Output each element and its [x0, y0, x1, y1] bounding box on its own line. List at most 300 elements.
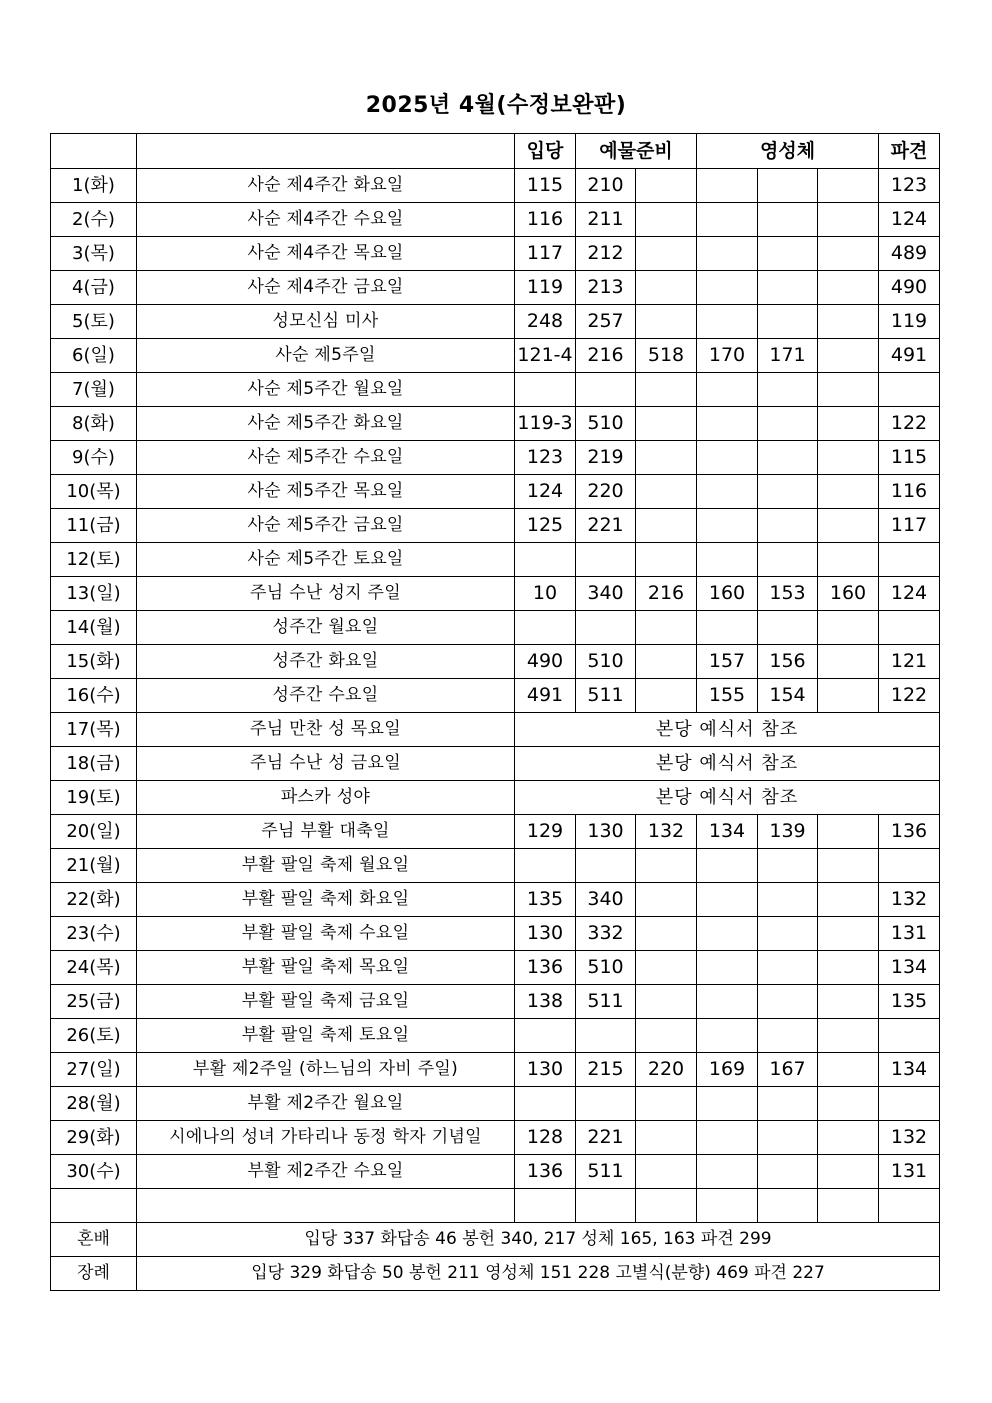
entrance-cell: 136: [515, 951, 576, 985]
communion-3-cell: [818, 611, 879, 645]
liturgy-name-cell: 부활 팔일 축제 화요일: [137, 883, 515, 917]
liturgy-name-cell: 부활 팔일 축제 금요일: [137, 985, 515, 1019]
day-cell: [51, 1189, 137, 1223]
table-row: [51, 169, 940, 203]
offertory-1-cell: 220: [576, 475, 636, 509]
day-cell: 7(월): [51, 373, 137, 407]
header-row: [51, 134, 940, 169]
entrance-cell: [515, 1087, 576, 1121]
liturgy-name-cell: 부활 팔일 축제 토요일: [137, 1019, 515, 1053]
communion-1-cell: 169: [697, 1053, 758, 1087]
offertory-2-cell: 216: [636, 577, 697, 611]
offertory-2-cell: [636, 849, 697, 883]
footer-row: [51, 1223, 940, 1257]
day-cell: 9(수): [51, 441, 137, 475]
communion-1-cell: [697, 271, 758, 305]
communion-3-cell: [818, 441, 879, 475]
table-row: [51, 441, 940, 475]
liturgy-name-cell: 부활 팔일 축제 월요일: [137, 849, 515, 883]
communion-2-cell: [758, 1189, 818, 1223]
communion-1-cell: 160: [697, 577, 758, 611]
dismissal-cell: 122: [879, 407, 940, 441]
offertory-2-cell: [636, 883, 697, 917]
offertory-2-cell: [636, 203, 697, 237]
dismissal-cell: 124: [879, 577, 940, 611]
entrance-cell: [515, 373, 576, 407]
dismissal-cell: 116: [879, 475, 940, 509]
entrance-cell: 130: [515, 917, 576, 951]
table-row: [51, 475, 940, 509]
day-cell: 30(수): [51, 1155, 137, 1189]
liturgy-name-cell: 사순 제4주간 금요일: [137, 271, 515, 305]
day-cell: 26(토): [51, 1019, 137, 1053]
communion-2-cell: [758, 509, 818, 543]
day-cell: 20(일): [51, 815, 137, 849]
communion-3-cell: [818, 169, 879, 203]
liturgy-name-cell: 파스카 성야: [137, 781, 515, 815]
reference-note-cell: 본당 예식서 참조: [515, 713, 940, 747]
offertory-2-cell: [636, 985, 697, 1019]
offertory-2-cell: 220: [636, 1053, 697, 1087]
dismissal-cell: 119: [879, 305, 940, 339]
communion-1-cell: [697, 407, 758, 441]
entrance-cell: [515, 1019, 576, 1053]
table-row: [51, 951, 940, 985]
communion-2-cell: [758, 203, 818, 237]
day-cell: 18(금): [51, 747, 137, 781]
offertory-2-cell: [636, 543, 697, 577]
table-row: [51, 1189, 940, 1223]
communion-2-cell: 153: [758, 577, 818, 611]
communion-2-cell: [758, 849, 818, 883]
offertory-1-cell: 510: [576, 951, 636, 985]
offertory-2-cell: 518: [636, 339, 697, 373]
header-offertory: 예물준비: [576, 134, 697, 169]
offertory-1-cell: 257: [576, 305, 636, 339]
day-cell: 29(화): [51, 1121, 137, 1155]
communion-1-cell: [697, 1087, 758, 1121]
communion-1-cell: 157: [697, 645, 758, 679]
header-dismissal: 파견: [879, 134, 940, 169]
table-row: [51, 407, 940, 441]
reference-note-cell: 본당 예식서 참조: [515, 747, 940, 781]
communion-3-cell: [818, 985, 879, 1019]
communion-3-cell: [818, 645, 879, 679]
dismissal-cell: [879, 611, 940, 645]
entrance-cell: 130: [515, 1053, 576, 1087]
table-row: [51, 509, 940, 543]
communion-1-cell: [697, 203, 758, 237]
communion-1-cell: [697, 1155, 758, 1189]
entrance-cell: [515, 611, 576, 645]
offertory-1-cell: 511: [576, 679, 636, 713]
offertory-1-cell: [576, 1189, 636, 1223]
dismissal-cell: 131: [879, 1155, 940, 1189]
liturgy-name-cell: 사순 제4주간 목요일: [137, 237, 515, 271]
communion-2-cell: [758, 1019, 818, 1053]
communion-2-cell: [758, 1087, 818, 1121]
dismissal-cell: [879, 849, 940, 883]
offertory-1-cell: 212: [576, 237, 636, 271]
communion-2-cell: [758, 169, 818, 203]
table-row: [51, 645, 940, 679]
liturgy-name-cell: 부활 제2주일 (하느님의 자비 주일): [137, 1053, 515, 1087]
table-row: [51, 679, 940, 713]
day-cell: 8(화): [51, 407, 137, 441]
header-entrance: 입당: [515, 134, 576, 169]
entrance-cell: 248: [515, 305, 576, 339]
communion-3-cell: 160: [818, 577, 879, 611]
liturgy-name-cell: 성모신심 미사: [137, 305, 515, 339]
communion-3-cell: [818, 543, 879, 577]
communion-3-cell: [818, 1155, 879, 1189]
table-row: [51, 849, 940, 883]
dismissal-cell: [879, 373, 940, 407]
offertory-2-cell: [636, 917, 697, 951]
offertory-1-cell: [576, 543, 636, 577]
table-row: [51, 305, 940, 339]
offertory-2-cell: [636, 645, 697, 679]
day-cell: 27(일): [51, 1053, 137, 1087]
entrance-cell: 491: [515, 679, 576, 713]
communion-1-cell: 170: [697, 339, 758, 373]
communion-3-cell: [818, 1053, 879, 1087]
table-row: [51, 781, 940, 815]
header-day: [51, 134, 137, 169]
offertory-2-cell: [636, 441, 697, 475]
dismissal-cell: [879, 543, 940, 577]
header-communion: 영성체: [697, 134, 879, 169]
communion-1-cell: 155: [697, 679, 758, 713]
communion-2-cell: 156: [758, 645, 818, 679]
dismissal-cell: 117: [879, 509, 940, 543]
offertory-1-cell: 210: [576, 169, 636, 203]
offertory-1-cell: [576, 373, 636, 407]
communion-3-cell: [818, 407, 879, 441]
day-cell: 5(토): [51, 305, 137, 339]
entrance-cell: 128: [515, 1121, 576, 1155]
day-cell: 24(목): [51, 951, 137, 985]
liturgy-name-cell: 사순 제5주간 토요일: [137, 543, 515, 577]
communion-1-cell: [697, 509, 758, 543]
communion-2-cell: [758, 917, 818, 951]
day-cell: 15(화): [51, 645, 137, 679]
offertory-2-cell: [636, 475, 697, 509]
offertory-1-cell: 221: [576, 509, 636, 543]
liturgy-name-cell: 성주간 화요일: [137, 645, 515, 679]
communion-3-cell: [818, 271, 879, 305]
communion-1-cell: [697, 169, 758, 203]
communion-2-cell: [758, 1121, 818, 1155]
footer-label-cell: 장례: [51, 1257, 137, 1291]
communion-3-cell: [818, 237, 879, 271]
liturgy-name-cell: 부활 제2주간 월요일: [137, 1087, 515, 1121]
liturgy-name-cell: 성주간 월요일: [137, 611, 515, 645]
communion-3-cell: [818, 849, 879, 883]
dismissal-cell: 134: [879, 1053, 940, 1087]
communion-3-cell: [818, 509, 879, 543]
communion-1-cell: [697, 883, 758, 917]
offertory-1-cell: 340: [576, 577, 636, 611]
offertory-2-cell: [636, 679, 697, 713]
communion-1-cell: [697, 611, 758, 645]
footer-row: [51, 1257, 940, 1291]
dismissal-cell: 132: [879, 883, 940, 917]
offertory-1-cell: 340: [576, 883, 636, 917]
offertory-2-cell: [636, 1189, 697, 1223]
offertory-2-cell: [636, 1155, 697, 1189]
communion-3-cell: [818, 475, 879, 509]
communion-1-cell: [697, 1121, 758, 1155]
offertory-2-cell: [636, 611, 697, 645]
offertory-1-cell: 510: [576, 645, 636, 679]
table-row: [51, 339, 940, 373]
page-title: 2025년 4월(수정보완판): [365, 93, 627, 118]
dismissal-cell: 124: [879, 203, 940, 237]
footer-label-cell: 혼배: [51, 1223, 137, 1257]
offertory-2-cell: [636, 271, 697, 305]
offertory-1-cell: 511: [576, 985, 636, 1019]
day-cell: 11(금): [51, 509, 137, 543]
communion-1-cell: [697, 917, 758, 951]
dismissal-cell: 132: [879, 1121, 940, 1155]
offertory-2-cell: [636, 1121, 697, 1155]
offertory-1-cell: 510: [576, 407, 636, 441]
communion-1-cell: [697, 543, 758, 577]
communion-3-cell: [818, 339, 879, 373]
offertory-1-cell: [576, 849, 636, 883]
offertory-1-cell: [576, 1087, 636, 1121]
dismissal-cell: 490: [879, 271, 940, 305]
liturgy-name-cell: 주님 수난 성 금요일: [137, 747, 515, 781]
entrance-cell: 490: [515, 645, 576, 679]
day-cell: 22(화): [51, 883, 137, 917]
day-cell: 23(수): [51, 917, 137, 951]
entrance-cell: 116: [515, 203, 576, 237]
liturgy-name-cell: 부활 팔일 축제 수요일: [137, 917, 515, 951]
entrance-cell: 138: [515, 985, 576, 1019]
liturgy-name-cell: 사순 제5주간 금요일: [137, 509, 515, 543]
entrance-cell: [515, 543, 576, 577]
offertory-2-cell: [636, 509, 697, 543]
offertory-2-cell: [636, 169, 697, 203]
communion-1-cell: [697, 1019, 758, 1053]
communion-3-cell: [818, 1189, 879, 1223]
communion-2-cell: 167: [758, 1053, 818, 1087]
table-row: [51, 203, 940, 237]
communion-2-cell: [758, 543, 818, 577]
dismissal-cell: 491: [879, 339, 940, 373]
liturgy-name-cell: 주님 만찬 성 목요일: [137, 713, 515, 747]
table-row: [51, 577, 940, 611]
offertory-2-cell: 132: [636, 815, 697, 849]
liturgy-name-cell: [137, 1189, 515, 1223]
communion-3-cell: [818, 373, 879, 407]
dismissal-cell: 115: [879, 441, 940, 475]
dismissal-cell: 121: [879, 645, 940, 679]
dismissal-cell: [879, 1189, 940, 1223]
offertory-1-cell: 219: [576, 441, 636, 475]
liturgy-name-cell: 사순 제5주간 목요일: [137, 475, 515, 509]
reference-note-cell: 본당 예식서 참조: [515, 781, 940, 815]
dismissal-cell: [879, 1087, 940, 1121]
liturgy-name-cell: 사순 제5주간 월요일: [137, 373, 515, 407]
communion-3-cell: [818, 883, 879, 917]
day-cell: 13(일): [51, 577, 137, 611]
table-row: [51, 1087, 940, 1121]
liturgy-name-cell: 사순 제4주간 화요일: [137, 169, 515, 203]
liturgy-name-cell: 사순 제4주간 수요일: [137, 203, 515, 237]
table-row: [51, 543, 940, 577]
communion-1-cell: 134: [697, 815, 758, 849]
dismissal-cell: 123: [879, 169, 940, 203]
entrance-cell: 123: [515, 441, 576, 475]
entrance-cell: 10: [515, 577, 576, 611]
entrance-cell: 117: [515, 237, 576, 271]
table-row: [51, 271, 940, 305]
entrance-cell: 125: [515, 509, 576, 543]
communion-1-cell: [697, 373, 758, 407]
dismissal-cell: 136: [879, 815, 940, 849]
liturgy-name-cell: 주님 부활 대축일: [137, 815, 515, 849]
communion-3-cell: [818, 1087, 879, 1121]
offertory-2-cell: [636, 951, 697, 985]
liturgy-name-cell: 부활 제2주간 수요일: [137, 1155, 515, 1189]
communion-3-cell: [818, 1121, 879, 1155]
communion-2-cell: [758, 1155, 818, 1189]
table-row: [51, 1053, 940, 1087]
communion-1-cell: [697, 985, 758, 1019]
entrance-cell: 129: [515, 815, 576, 849]
header-name: [137, 134, 515, 169]
day-cell: 14(월): [51, 611, 137, 645]
communion-2-cell: [758, 407, 818, 441]
day-cell: 4(금): [51, 271, 137, 305]
table-row: [51, 917, 940, 951]
communion-2-cell: 171: [758, 339, 818, 373]
table-row: [51, 1019, 940, 1053]
offertory-2-cell: [636, 407, 697, 441]
communion-2-cell: [758, 271, 818, 305]
communion-2-cell: [758, 237, 818, 271]
communion-2-cell: [758, 305, 818, 339]
communion-1-cell: [697, 237, 758, 271]
liturgy-name-cell: 부활 팔일 축제 목요일: [137, 951, 515, 985]
liturgy-name-cell: 주님 수난 성지 주일: [137, 577, 515, 611]
day-cell: 21(월): [51, 849, 137, 883]
entrance-cell: 121-4: [515, 339, 576, 373]
communion-3-cell: [818, 815, 879, 849]
offertory-1-cell: 511: [576, 1155, 636, 1189]
communion-3-cell: [818, 679, 879, 713]
communion-1-cell: [697, 1189, 758, 1223]
communion-2-cell: [758, 985, 818, 1019]
communion-2-cell: 139: [758, 815, 818, 849]
footer-text-cell: 입당 329 화답송 50 봉헌 211 영성체 151 228 고별식(분향) 469 파견 227: [137, 1257, 940, 1291]
dismissal-cell: 122: [879, 679, 940, 713]
offertory-1-cell: 221: [576, 1121, 636, 1155]
communion-2-cell: [758, 475, 818, 509]
entrance-cell: 136: [515, 1155, 576, 1189]
day-cell: 3(목): [51, 237, 137, 271]
day-cell: 2(수): [51, 203, 137, 237]
dismissal-cell: [879, 1019, 940, 1053]
communion-2-cell: [758, 441, 818, 475]
table-row: [51, 373, 940, 407]
communion-1-cell: [697, 475, 758, 509]
liturgy-name-cell: 시에나의 성녀 가타리나 동정 학자 기념일: [137, 1121, 515, 1155]
communion-1-cell: [697, 305, 758, 339]
liturgy-name-cell: 사순 제5주간 화요일: [137, 407, 515, 441]
communion-2-cell: [758, 951, 818, 985]
liturgy-name-cell: 사순 제5주일: [137, 339, 515, 373]
communion-3-cell: [818, 1019, 879, 1053]
offertory-1-cell: [576, 1019, 636, 1053]
table-row: [51, 815, 940, 849]
offertory-2-cell: [636, 1087, 697, 1121]
entrance-cell: [515, 849, 576, 883]
communion-1-cell: [697, 951, 758, 985]
offertory-1-cell: 216: [576, 339, 636, 373]
communion-2-cell: [758, 611, 818, 645]
communion-3-cell: [818, 305, 879, 339]
entrance-cell: 115: [515, 169, 576, 203]
liturgy-name-cell: 사순 제5주간 수요일: [137, 441, 515, 475]
day-cell: 28(월): [51, 1087, 137, 1121]
day-cell: 6(일): [51, 339, 137, 373]
communion-2-cell: [758, 883, 818, 917]
footer-text-cell: 입당 337 화답송 46 봉헌 340, 217 성체 165, 163 파견 299: [137, 1223, 940, 1257]
offertory-1-cell: 215: [576, 1053, 636, 1087]
table-row: [51, 1121, 940, 1155]
offertory-1-cell: 130: [576, 815, 636, 849]
communion-2-cell: [758, 373, 818, 407]
offertory-1-cell: 332: [576, 917, 636, 951]
day-cell: 25(금): [51, 985, 137, 1019]
offertory-2-cell: [636, 305, 697, 339]
offertory-1-cell: [576, 611, 636, 645]
offertory-2-cell: [636, 373, 697, 407]
offertory-2-cell: [636, 1019, 697, 1053]
table-row: [51, 237, 940, 271]
offertory-1-cell: 211: [576, 203, 636, 237]
entrance-cell: 119-3: [515, 407, 576, 441]
day-cell: 19(토): [51, 781, 137, 815]
table-row: [51, 1155, 940, 1189]
entrance-cell: 119: [515, 271, 576, 305]
communion-2-cell: 154: [758, 679, 818, 713]
day-cell: 1(화): [51, 169, 137, 203]
liturgy-name-cell: 성주간 수요일: [137, 679, 515, 713]
dismissal-cell: 489: [879, 237, 940, 271]
table-row: [51, 985, 940, 1019]
communion-3-cell: [818, 203, 879, 237]
table-row: [51, 713, 940, 747]
offertory-1-cell: 213: [576, 271, 636, 305]
communion-1-cell: [697, 849, 758, 883]
table-row: [51, 747, 940, 781]
offertory-2-cell: [636, 237, 697, 271]
communion-3-cell: [818, 951, 879, 985]
table-row: [51, 611, 940, 645]
communion-1-cell: [697, 441, 758, 475]
entrance-cell: 124: [515, 475, 576, 509]
day-cell: 10(목): [51, 475, 137, 509]
day-cell: 12(토): [51, 543, 137, 577]
day-cell: 17(목): [51, 713, 137, 747]
hymn-schedule-table: [50, 133, 940, 1291]
day-cell: 16(수): [51, 679, 137, 713]
